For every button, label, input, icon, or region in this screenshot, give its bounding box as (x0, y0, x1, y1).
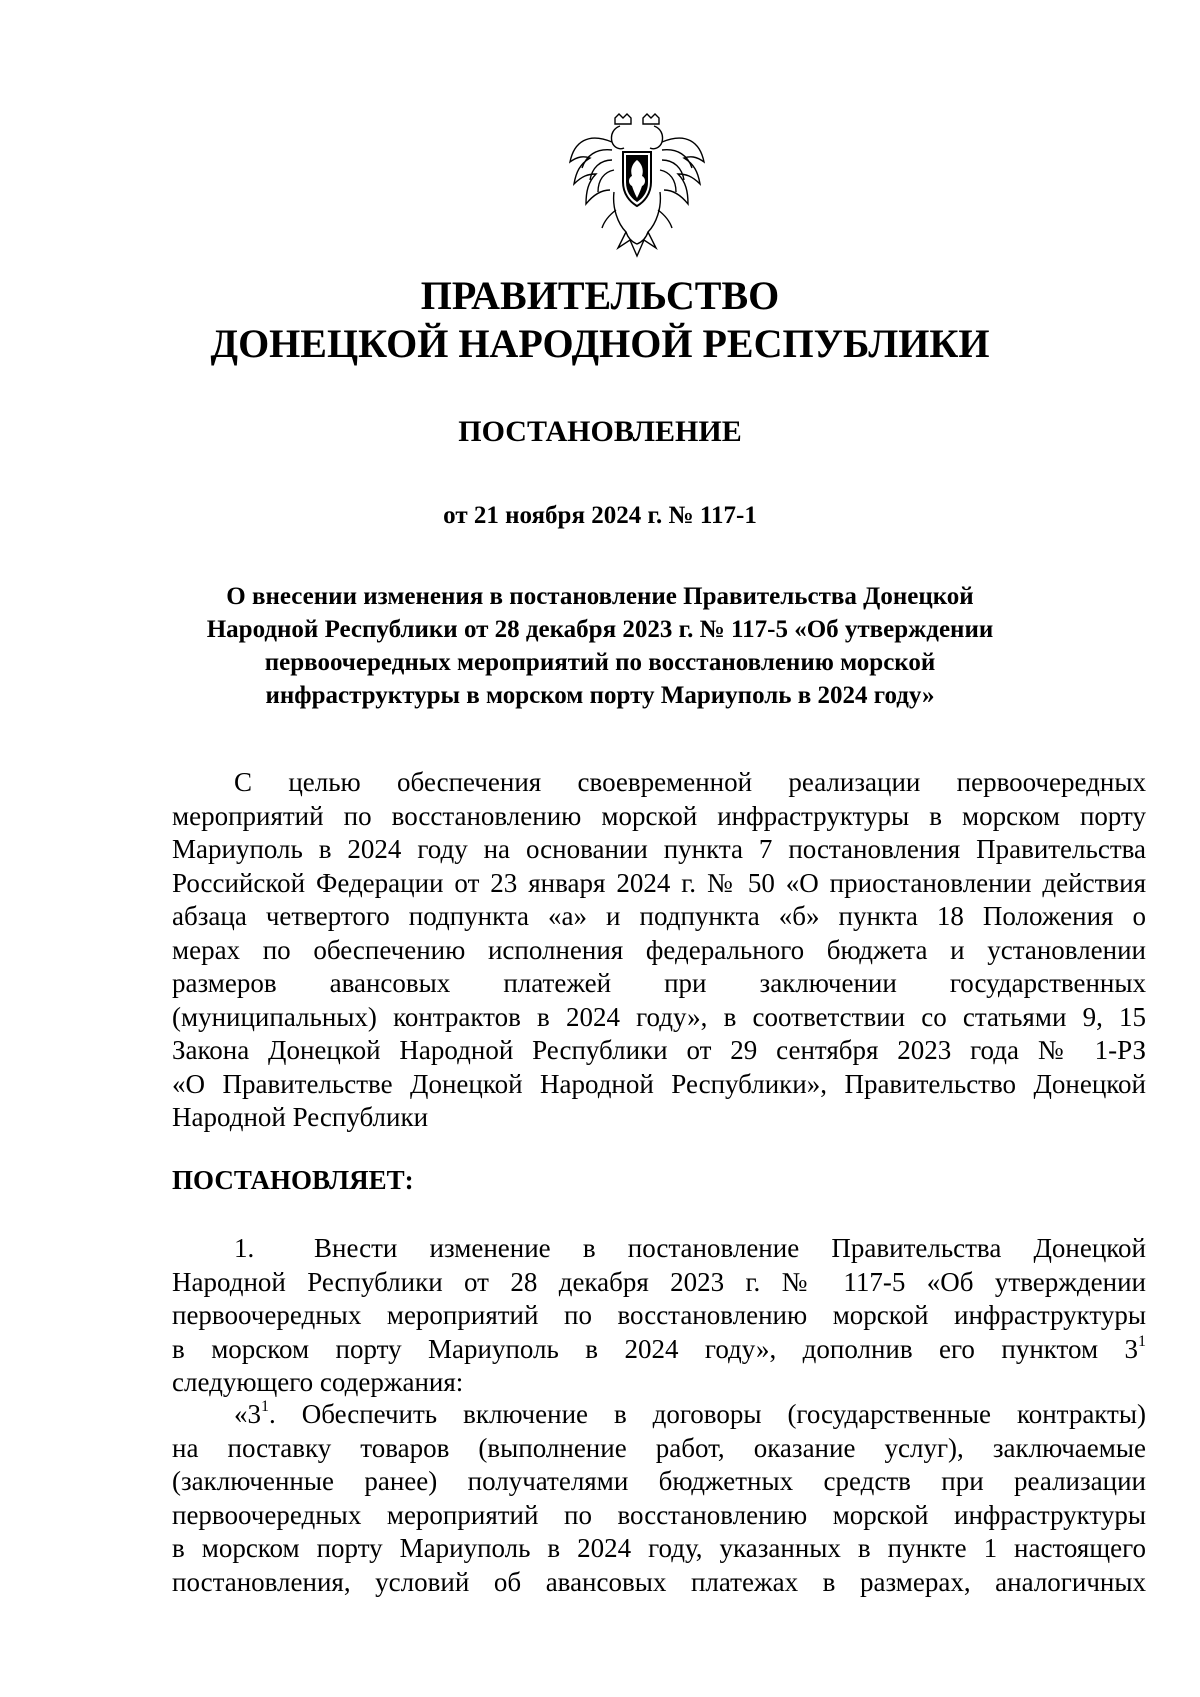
quote-line: постановления, условий об авансовых платежах в размерах, аналогичных (172, 1566, 1146, 1597)
preamble-line: Российской Федерации от 23 января 2024 г. № 50 «О приостановлении действия (172, 867, 1146, 898)
preamble-paragraph (172, 766, 1146, 1135)
preamble-line: Народной Республики (172, 1102, 429, 1132)
item-1-line: первоочередных мероприятий по восстановлению морской инфраструктуры (172, 1300, 1146, 1330)
superscript: 1 (261, 1398, 269, 1415)
quoted-clause-paragraph (172, 1398, 1146, 1599)
preamble-line: «О Правительстве Донецкой Народной Республики», Правительство Донецкой (172, 1068, 1146, 1099)
item-1-line4-text: в морском порту Мариуполь в 2024 году», дополнив его пунктом 3 (172, 1333, 1138, 1364)
item-1-line: Народной Республики от 28 декабря 2023 г. № 117-5 «Об утверждении (172, 1266, 1146, 1297)
government-title-line1: ПРАВИТЕЛЬСТВО (420, 273, 780, 318)
quote-first-line (172, 1398, 1146, 1432)
preamble-line: С целью обеспечения своевременной реализации первоочередных (234, 767, 1146, 797)
preamble-line: абзаца четвертого подпункта «а» и подпункта «б» пункта 18 Положения о (172, 901, 1146, 931)
document-date-number: от 21 ноября 2024 г. № 117-1 (443, 502, 757, 529)
preamble-line: Мариуполь в 2024 году на основании пункта 7 постановления Правительства (172, 834, 1146, 864)
subject-line: Народной Республики от 28 декабря 2023 г. № 117-5 «Об утверждении (206, 616, 994, 643)
quote-line: (заключенные ранее) получателями бюджетных средств при реализации (172, 1466, 1146, 1496)
dnr-coat-of-arms-icon (568, 112, 706, 260)
preamble-line: Закона Донецкой Народной Республики от 29 сентября 2023 года № 1-РЗ (172, 1035, 1146, 1065)
preamble-line: мероприятий по восстановлению морской инфраструктуры в морском порту (172, 800, 1146, 831)
preamble-line: размеров авансовых платежей при заключении государственных (172, 968, 1146, 998)
item-number: 1. (234, 1233, 255, 1263)
document-subject (170, 580, 1030, 712)
item-1-line: следующего содержания: (172, 1367, 464, 1397)
quote-line1-text: . Обеспечить включение в договоры (государственные контракты) (269, 1399, 1146, 1429)
document-type: ПОСТАНОВЛЕНИЕ (458, 415, 742, 448)
quote-prefix: «3 (234, 1399, 261, 1429)
preamble-line: мерах по обеспечению исполнения федерального бюджета и установлении (172, 934, 1146, 965)
item-1-first-line (172, 1232, 1146, 1266)
resolve-heading: ПОСТАНОВЛЯЕТ: (172, 1165, 414, 1195)
quote-line: на поставку товаров (выполнение работ, оказание услуг), заключаемые (172, 1432, 1146, 1463)
quote-line: в морском порту Мариуполь в 2024 году, указанных в пункте 1 настоящего (172, 1533, 1146, 1563)
item-1-line4 (172, 1333, 1146, 1367)
subject-line: инфраструктуры в морском порту Мариуполь в 2024 году» (265, 682, 935, 709)
subject-line: О внесении изменения в постановление Правительства Донецкой (226, 583, 974, 610)
superscript: 1 (1138, 1332, 1146, 1350)
preamble-line: (муниципальных) контрактов в 2024 году», в соответствии со статьями 9, 15 (172, 1001, 1146, 1032)
subject-line: первоочередных мероприятий по восстановлению морской (264, 649, 936, 676)
item-1-paragraph (172, 1232, 1146, 1400)
quote-line: первоочередных мероприятий по восстановлению морской инфраструктуры (172, 1499, 1146, 1530)
item-1-line1-text: Внести изменение в постановление Правительства Донецкой (314, 1233, 1146, 1263)
government-title-line2: ДОНЕЦКОЙ НАРОДНОЙ РЕСПУБЛИКИ (210, 321, 990, 366)
